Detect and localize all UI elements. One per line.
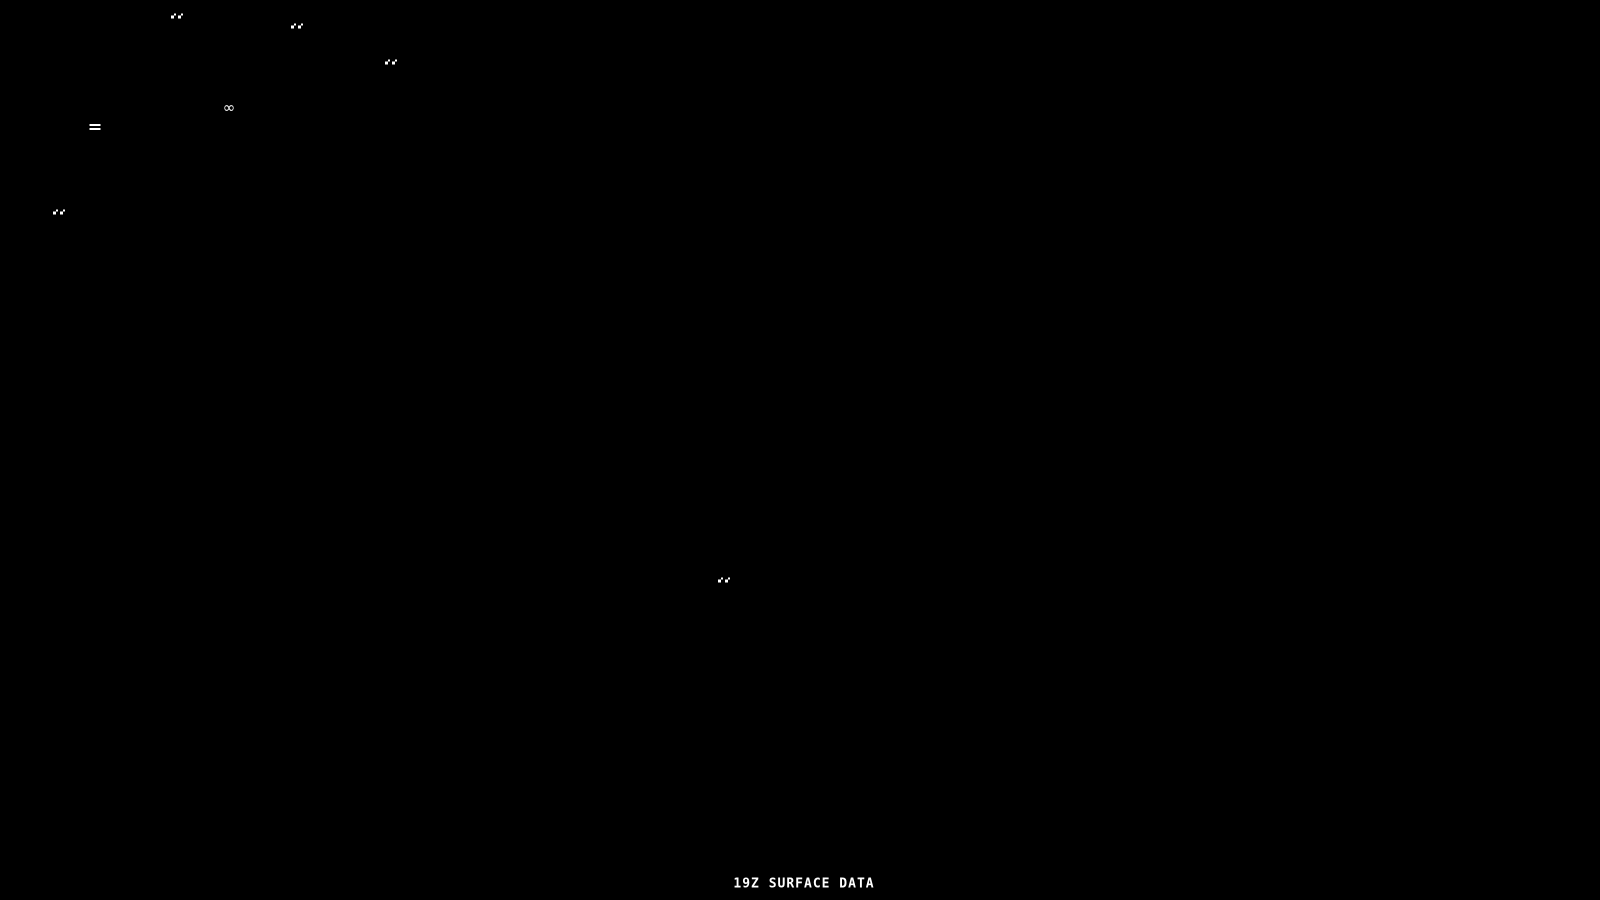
light-drizzle-icon (385, 60, 395, 65)
drizzle-comma-icon (178, 16, 181, 19)
drizzle-comma-icon (171, 16, 174, 19)
drizzle-comma-icon (291, 26, 294, 29)
drizzle-comma-icon (392, 62, 395, 65)
drizzle-comma-icon (298, 26, 301, 29)
drizzle-comma-icon (53, 212, 56, 215)
haze-icon: ∞ (222, 98, 236, 117)
drizzle-comma-icon (718, 580, 721, 583)
mist-bar-icon (90, 124, 101, 126)
drizzle-comma-icon (385, 62, 388, 65)
light-drizzle-icon (718, 578, 728, 583)
plot-caption: 19Z SURFACE DATA (733, 876, 875, 892)
light-drizzle-icon (53, 210, 63, 215)
drizzle-comma-icon (725, 580, 728, 583)
light-drizzle-icon (291, 24, 301, 29)
mist-bar-icon (90, 128, 101, 130)
light-drizzle-icon (171, 14, 181, 19)
drizzle-comma-icon (60, 212, 63, 215)
mist-icon (90, 124, 101, 130)
